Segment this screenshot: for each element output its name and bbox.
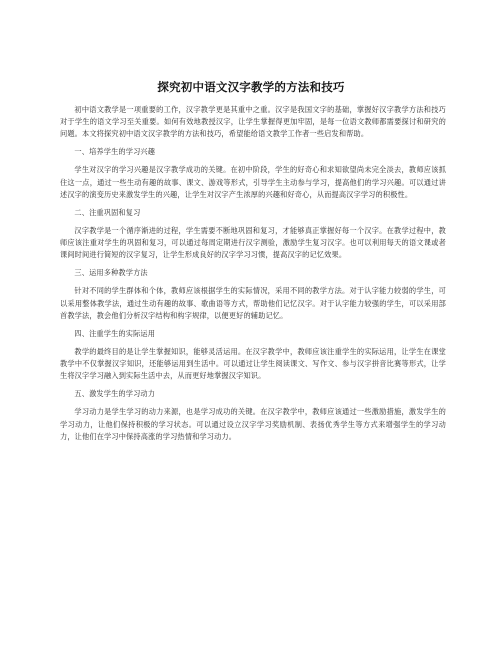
section-paragraph: 学生对汉字的学习兴趣是汉字教学成功的关键。在初中阶段，学生的好奇心和求知欲望尚未完全淡去，教师应该抓住这一点，通过一些生动有趣的故事、课文、游戏等形式，引导学生主动参与学习，提高他们的学习兴趣。可以通过讲述汉字的演变历史来激发学生的兴趣，让学生对汉字产生浓厚的兴趣和好奇心，从而提高汉字学习的积极性。 [60, 165, 446, 199]
intro-paragraph: 初中语文教学是一项重要的工作，汉字教学更是其重中之重。汉字是我国文字的基础，掌握好汉字教学方法和技巧对于学生的语文学习至关重要。如何有效地教授汉字，让学生掌握得更加牢固，是每一位语文教师都需要探讨和研究的问题。本文将探究初中语文汉字教学的方法和技巧，希望能给语文教学工作者一些启发和帮助。 [60, 105, 446, 139]
section-paragraph: 汉字教学是一个循序渐进的过程，学生需要不断地巩固和复习，才能够真正掌握好每一个汉字。在教学过程中，教师应该注重对学生的巩固和复习，可以通过每周定期进行汉字测验，激励学生复习汉字。也可以利用每天的语文课或者课间时间进行简短的汉字复习，让学生形成良好的汉字学习习惯，提高汉字的记忆效果。 [60, 225, 446, 260]
section-heading: 一、培养学生的学习兴趣 [74, 147, 156, 157]
section-paragraph: 学习动力是学生学习的动力来源，也是学习成功的关键。在汉字教学中，教师应该通过一些激励措施，激发学生的学习动力，让他们保持积极的学习状态。可以通过设立汉字学习奖励机制、表扬优秀学生等方式来增强学生的学习动力，让他们在学习中保持高涨的学习热情和学习动力。 [60, 407, 446, 441]
section-paragraph: 教学的最终目的是让学生掌握知识，能够灵活运用。在汉字教学中，教师应该注重学生的实际运用，让学生在课堂教学中不仅掌握汉字知识，还能够运用到生活中。可以通过让学生阅读课文、写作文、参与汉字拼音比赛等形式，让学生将汉字学习融入到实际生活中去，从而更好地掌握汉字知识。 [60, 346, 446, 381]
section-heading: 五、激发学生的学习动力 [74, 389, 156, 399]
document-title: 探究初中语文汉字教学的方法和技巧 [157, 80, 345, 94]
section-heading: 三、运用多种教学方法 [74, 268, 148, 278]
section-paragraph: 针对不同的学生群体和个体，教师应该根据学生的实际情况，采用不同的教学方法。对于认字能力较弱的学生，可以采用整体教学法，通过生动有趣的故事、歌曲语等方式，帮助他们记忆汉字。对于认字能力较强的学生，可以采用部首教学法，教会他们分析汉字结构和构字规律，以便更好的辅助记忆。 [60, 286, 446, 320]
section-heading: 四、注重学生的实际运用 [74, 328, 156, 338]
document-body [60, 104, 446, 443]
section-heading: 二、注重巩固和复习 [74, 207, 141, 217]
